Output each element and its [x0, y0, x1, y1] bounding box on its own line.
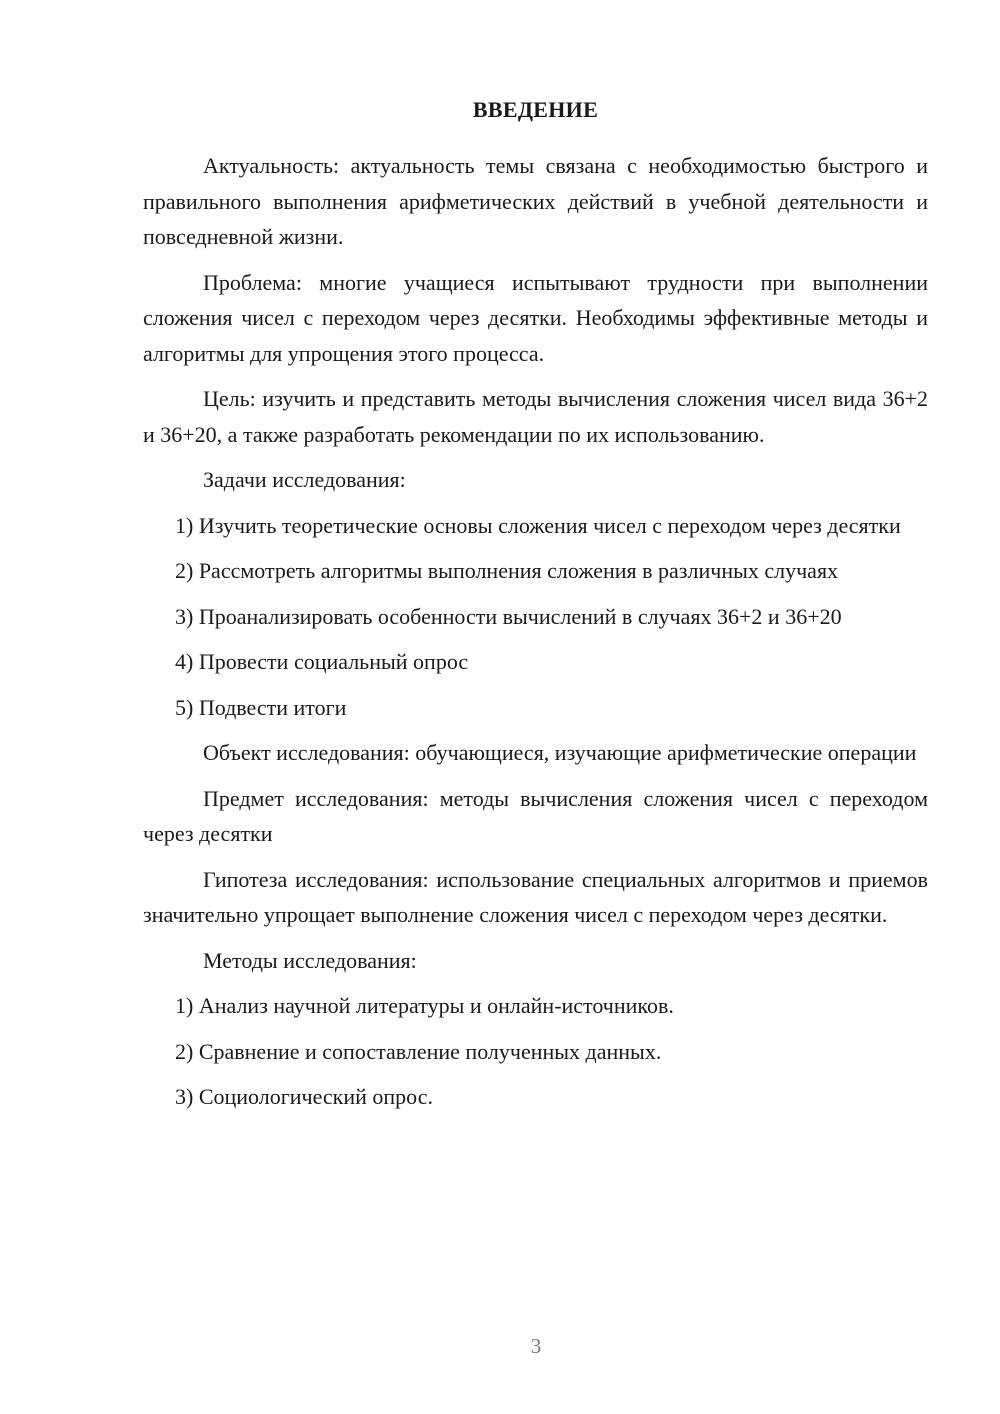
methods-heading: Методы исследования: — [203, 947, 417, 973]
document-page — [143, 96, 928, 1125]
tasks-heading: Задачи исследования: — [203, 467, 406, 492]
method-item-1: 1) Анализ научной литературы и онлайн-источников. — [175, 993, 674, 1018]
subject-paragraph: Предмет исследования: методы вычисления сложения чисел с переходом через десятки — [143, 785, 928, 846]
task-item-3: 3) Проанализировать особенности вычислений в случаях 36+2 и 36+20 — [175, 603, 842, 629]
page-number: 3 — [530, 1334, 542, 1358]
task-item-2: 2) Рассмотреть алгоритмы выполнения сложения в различных случаях — [175, 558, 839, 583]
method-item-3: 3) Социологический опрос. — [175, 1084, 433, 1109]
page-title: ВВЕДЕНИЕ — [472, 97, 599, 122]
task-item-5: 5) Подвести итоги — [175, 694, 347, 720]
hypothesis-paragraph: Гипотеза исследования: использование специальных алгоритмов и приемов значительно упрощает выполнение сложения чисел с переходом через десятки. — [143, 866, 928, 927]
problem-paragraph: Проблема: многие учащиеся испытывают трудности при выполнении сложения чисел с переходом через десятки. Необходимы эффективные методы и алгоритмы для упрощения этого процесса. — [143, 269, 928, 366]
goal-paragraph: Цель: изучить и представить методы вычисления сложения чисел вида 36+2 и 36+20, а также разработать рекомендации по их использованию. — [143, 386, 928, 447]
task-item-1: 1) Изучить теоретические основы сложения чисел с переходом через десятки — [175, 512, 901, 538]
method-item-2: 2) Сравнение и сопоставление полученных данных. — [175, 1038, 662, 1064]
task-item-4: 4) Провести социальный опрос — [175, 649, 469, 674]
object-paragraph: Объект исследования: обучающиеся, изучающие арифметические операции — [203, 740, 917, 765]
relevance-paragraph: Актуальность: актуальность темы связана с необходимостью быстрого и правильного выполнения арифметических действий в учебной деятельности и повседневной жизни. — [143, 153, 928, 249]
